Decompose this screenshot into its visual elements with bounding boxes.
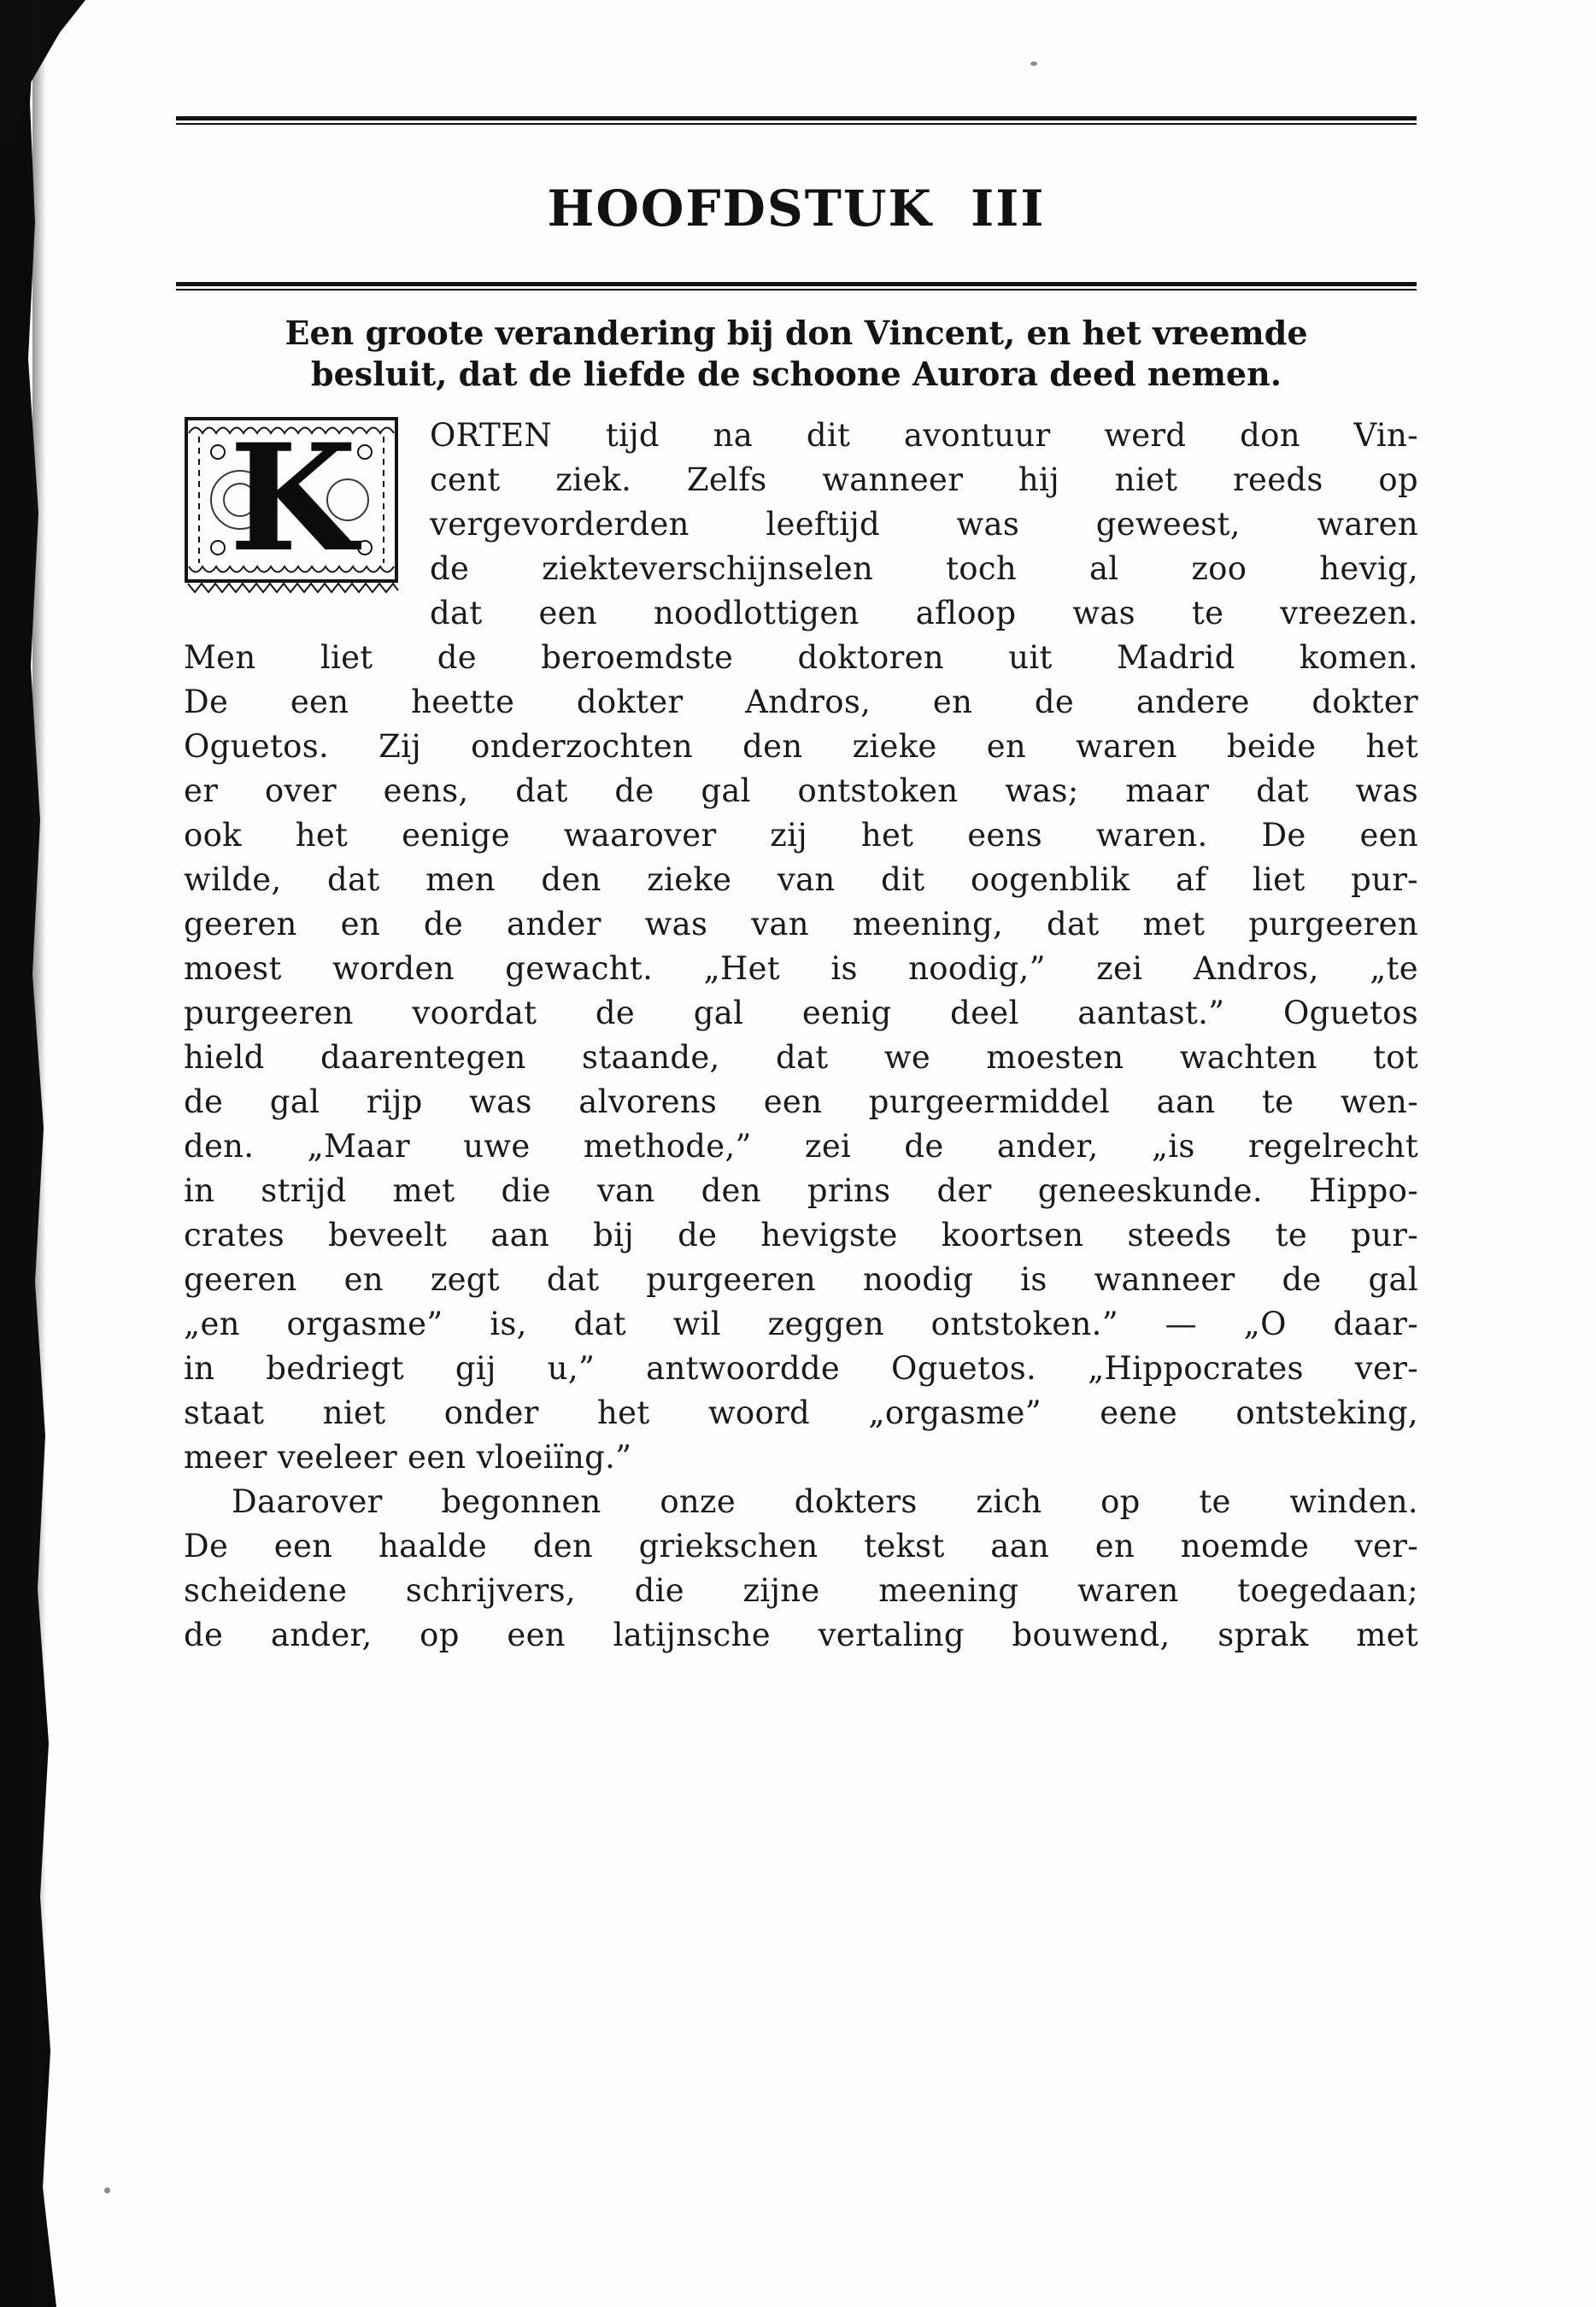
text-line: de ander, op een latijnsche vertaling bouwend, sprak met [184, 1617, 1418, 1653]
scan-speck [1030, 62, 1037, 66]
body-text [184, 414, 1418, 1658]
text-line: geeren en zegt dat purgeeren noodig is wanneer de gal [184, 1261, 1418, 1298]
text-line: De een heette dokter Andros, en de andere dokter [184, 684, 1418, 720]
book-binding-corner [0, 0, 94, 145]
text-line: moest worden gewacht. „Het is noodig,” zei Andros, „te [184, 950, 1418, 987]
text-line: Men liet de beroemdste doktoren uit Madrid komen. [184, 639, 1418, 676]
text-line: dat een noodlottigen afloop was te vreezen. [430, 595, 1418, 631]
text-line: geeren en de ander was van meening, dat met purgeeren [184, 906, 1418, 942]
text-line: den. „Maar uwe methode,” zei de ander, „is regelrecht [184, 1128, 1418, 1165]
text-line: ORTEN tijd na dit avontuur werd don Vin- [430, 417, 1418, 454]
chapter-subtitle [176, 313, 1417, 395]
text-line: meer veeleer een vloeiïng.” [184, 1439, 632, 1476]
drop-cap [184, 416, 399, 594]
text-line: in bedriegt gij u,” antwoordde Oguetos. „Hippocrates ver- [184, 1350, 1418, 1387]
text-line: staat niet onder het woord „orgasme” eene ontsteking, [184, 1394, 1418, 1431]
text-line: purgeeren voordat de gal eenig deel aantast.” Oguetos [184, 995, 1418, 1031]
text-line: Daarover begonnen onze dokters zich op te winden. [232, 1483, 1418, 1520]
subtitle-line-2: besluit, dat de liefde de schoone Aurora deed nemen. [311, 355, 1282, 393]
text-line: wilde, dat men den zieke van dit oogenblik af liet pur- [184, 861, 1418, 898]
text-line: de ziekteverschijnselen toch al zoo hevig, [430, 550, 1418, 587]
text-line: er over eens, dat de gal ontstoken was; maar dat was [184, 772, 1418, 809]
text-line: de gal rijp was alvorens een purgeermiddel aan te wen- [184, 1083, 1418, 1120]
text-line: hield daarentegen staande, dat we moesten wachten tot [184, 1039, 1418, 1076]
binding-shadow [32, 0, 46, 2307]
drop-cap-letter: K [229, 416, 357, 584]
subtitle-line-1: Een groote verandering bij don Vincent, en het vreemde [285, 314, 1308, 352]
drop-cap-ornament [184, 416, 399, 594]
top-double-rule [176, 116, 1417, 125]
text-line: scheidene schrijvers, die zijne meening waren toegedaan; [184, 1572, 1418, 1609]
text-line: Oguetos. Zij onderzochten den zieke en waren beide het [184, 728, 1418, 765]
chapter-title: HOOFDSTUK III [547, 179, 1046, 238]
scan-speck [104, 2187, 110, 2193]
book-binding-edge [0, 0, 94, 2307]
text-line: vergevorderden leeftijd was geweest, waren [430, 506, 1418, 543]
text-line: crates beveelt aan bij de hevigste koortsen steeds te pur- [184, 1217, 1418, 1253]
text-line: cent ziek. Zelfs wanneer hij niet reeds op [430, 461, 1418, 498]
text-line: ook het eenige waarover zij het eens waren. De een [184, 817, 1418, 854]
text-line: in strijd met die van den prins der geneeskunde. Hippo- [184, 1172, 1418, 1209]
mid-double-rule [176, 282, 1417, 291]
text-line: De een haalde den griekschen tekst aan en noemde ver- [184, 1528, 1418, 1564]
text-line: „en orgasme” is, dat wil zeggen ontstoken.” — „O daar- [184, 1306, 1418, 1342]
